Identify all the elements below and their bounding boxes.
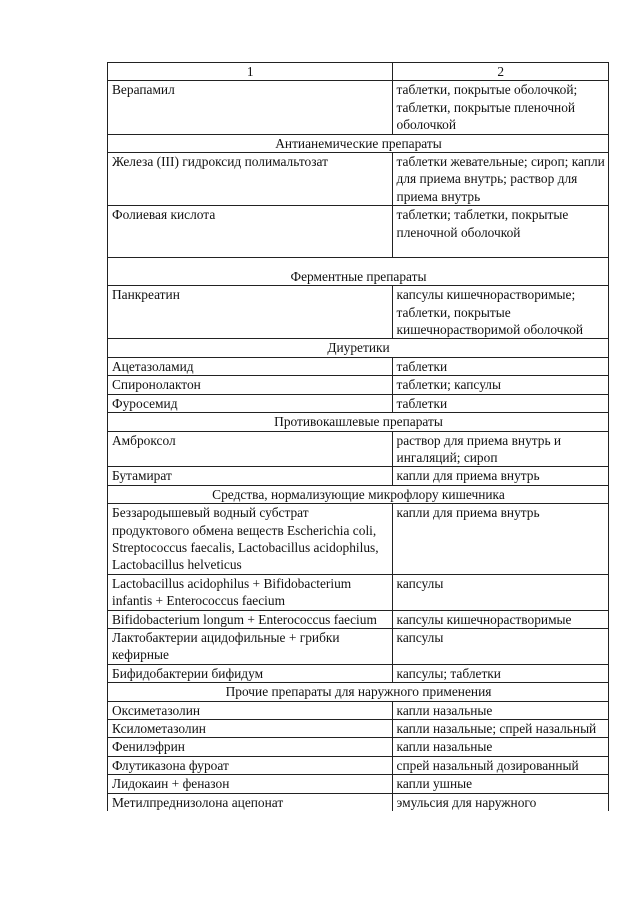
dosage-form-cell: капсулы — [392, 628, 608, 664]
drug-name-cell: Лактобактерии ацидофильные + грибки кефирные — [108, 628, 393, 664]
drug-name-cell: Бифидобактерии бифидум — [108, 664, 393, 682]
table-row — [108, 628, 609, 664]
drug-name-cell: Верапамил — [108, 81, 393, 134]
dosage-form-cell: таблетки жевательные; сироп; капли для приема внутрь; раствор для приема внутрь — [392, 153, 608, 206]
table-row — [108, 431, 609, 467]
section-header-row — [108, 413, 609, 431]
drug-name-cell: Беззародышевый водный субстрат продуктового обмена веществ Escherichia coli, Streptococcus faecalis, Lactobacillus acidophilus, Lactobacillus helveticus — [108, 504, 393, 575]
dosage-form-cell: эмульсия для наружного — [392, 793, 608, 811]
section-header-row — [108, 134, 609, 152]
dosage-form-cell: спрей назальный дозированный — [392, 756, 608, 774]
section-title: Антианемические препараты — [108, 134, 609, 152]
section-title: Ферментные препараты — [108, 258, 609, 286]
column-number-2: 2 — [392, 63, 608, 81]
drug-name-cell: Ксилометазолин — [108, 720, 393, 738]
section-title: Противокашлевые препараты — [108, 413, 609, 431]
drug-name-cell: Фолиевая кислота — [108, 206, 393, 258]
drug-table-body — [108, 63, 609, 812]
section-title: Прочие препараты для наружного применения — [108, 683, 609, 701]
drug-name-cell: Фуросемид — [108, 394, 393, 412]
dosage-form-cell: капли ушные — [392, 775, 608, 793]
section-title: Средства, нормализующие микрофлору кишечника — [108, 485, 609, 503]
dosage-form-cell: капсулы — [392, 574, 608, 610]
section-header-row — [108, 683, 609, 701]
drug-name-cell: Железа (III) гидроксид полимальтозат — [108, 153, 393, 206]
table-row — [108, 153, 609, 206]
dosage-form-cell: раствор для приема внутрь и ингаляций; сироп — [392, 431, 608, 467]
table-row — [108, 720, 609, 738]
dosage-form-cell: капли назальные — [392, 701, 608, 719]
table-row — [108, 206, 609, 258]
dosage-form-cell: таблетки; капсулы — [392, 376, 608, 394]
drug-name-cell: Ацетазоламид — [108, 357, 393, 375]
table-row — [108, 701, 609, 719]
table-row — [108, 376, 609, 394]
section-header-row — [108, 258, 609, 286]
section-title: Диуретики — [108, 339, 609, 357]
drug-name-cell: Lactobacillus acidophilus + Bifidobacterium infantis + Enterococcus faecium — [108, 574, 393, 610]
drug-name-cell: Панкреатин — [108, 286, 393, 339]
column-number-1: 1 — [108, 63, 393, 81]
drug-name-cell: Флутиказона фуроат — [108, 756, 393, 774]
dosage-form-cell: таблетки, покрытые оболочкой; таблетки, покрытые пленочной оболочкой — [392, 81, 608, 134]
table-row — [108, 467, 609, 485]
section-header-row — [108, 339, 609, 357]
drug-name-cell: Оксиметазолин — [108, 701, 393, 719]
table-row — [108, 610, 609, 628]
table-header-row — [108, 63, 609, 81]
drug-name-cell: Фенилэфрин — [108, 738, 393, 756]
table-row — [108, 664, 609, 682]
dosage-form-cell: капли назальные; спрей назальный — [392, 720, 608, 738]
drug-name-cell: Bifidobacterium longum + Enterococcus faecium — [108, 610, 393, 628]
dosage-form-cell: капли для приема внутрь — [392, 504, 608, 575]
drug-name-cell: Бутамират — [108, 467, 393, 485]
section-header-row — [108, 485, 609, 503]
table-row — [108, 574, 609, 610]
drug-table — [107, 62, 609, 811]
dosage-form-cell: таблетки — [392, 394, 608, 412]
dosage-form-cell: капли назальные — [392, 738, 608, 756]
table-row — [108, 775, 609, 793]
table-row — [108, 394, 609, 412]
drug-name-cell: Спиронолактон — [108, 376, 393, 394]
drug-name-cell: Лидокаин + феназон — [108, 775, 393, 793]
table-row — [108, 738, 609, 756]
drug-name-cell: Амброксол — [108, 431, 393, 467]
dosage-form-cell: таблетки; таблетки, покрытые пленочной оболочкой — [392, 206, 608, 258]
table-row — [108, 81, 609, 134]
dosage-form-cell: капсулы кишечнорастворимые — [392, 610, 608, 628]
dosage-form-cell: капли для приема внутрь — [392, 467, 608, 485]
dosage-form-cell: таблетки — [392, 357, 608, 375]
dosage-form-cell: капсулы кишечнорастворимые; таблетки, покрытые кишечнорастворимой оболочкой — [392, 286, 608, 339]
table-row — [108, 286, 609, 339]
table-row — [108, 756, 609, 774]
table-row — [108, 504, 609, 575]
table-row — [108, 357, 609, 375]
drug-name-cell: Метилпреднизолона ацепонат — [108, 793, 393, 811]
dosage-form-cell: капсулы; таблетки — [392, 664, 608, 682]
table-row — [108, 793, 609, 811]
